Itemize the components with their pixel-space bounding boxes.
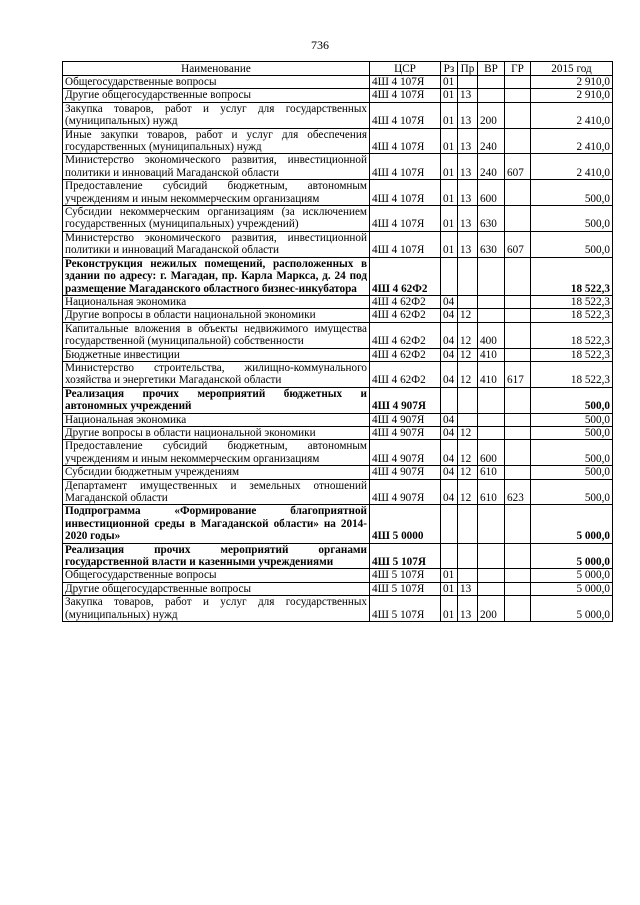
cell-csr: 4Ш 4 107Я [370, 76, 441, 89]
header-csr: ЦСР [370, 62, 441, 76]
cell-amount: 500,0 [531, 466, 613, 479]
table-row [63, 128, 613, 154]
cell-csr: 4Ш 5 107Я [370, 543, 441, 569]
cell-rz: 01 [441, 569, 458, 582]
cell-gr [505, 257, 531, 295]
cell-pr [458, 569, 478, 582]
cell-vr: 600 [478, 440, 505, 466]
cell-pr [458, 413, 478, 426]
table-row [63, 466, 613, 479]
cell-name: Общегосударственные вопросы [63, 569, 370, 582]
table-body [63, 76, 613, 622]
header-vr: ВР [478, 62, 505, 76]
cell-gr [505, 426, 531, 439]
cell-pr: 12 [458, 440, 478, 466]
table-row [63, 295, 613, 308]
cell-rz: 01 [441, 231, 458, 257]
cell-name: Другие вопросы в области национальной экономики [63, 309, 370, 322]
cell-pr [458, 387, 478, 413]
cell-vr [478, 569, 505, 582]
cell-gr [505, 76, 531, 89]
cell-pr: 13 [458, 89, 478, 102]
table-row [63, 206, 613, 232]
table-row [63, 154, 613, 180]
cell-amount: 18 522,3 [531, 295, 613, 308]
cell-name: Министерство экономического развития, инвестиционной политики и инноваций Магаданской области [63, 231, 370, 257]
cell-gr [505, 309, 531, 322]
cell-gr [505, 387, 531, 413]
cell-csr: 4Ш 4 107Я [370, 154, 441, 180]
table-row [63, 102, 613, 128]
cell-amount: 500,0 [531, 440, 613, 466]
cell-pr: 13 [458, 231, 478, 257]
cell-amount: 2 410,0 [531, 128, 613, 154]
cell-amount: 18 522,3 [531, 361, 613, 387]
cell-pr [458, 76, 478, 89]
table-row [63, 89, 613, 102]
cell-rz: 04 [441, 295, 458, 308]
cell-rz [441, 257, 458, 295]
cell-csr: 4Ш 4 107Я [370, 206, 441, 232]
table-row [63, 505, 613, 543]
cell-name: Реализация прочих мероприятий органами государственной власти и казенными учреждениями [63, 543, 370, 569]
cell-amount: 2 410,0 [531, 102, 613, 128]
cell-rz: 04 [441, 309, 458, 322]
table-row [63, 231, 613, 257]
cell-gr: 623 [505, 479, 531, 505]
cell-amount: 500,0 [531, 387, 613, 413]
cell-csr: 4Ш 4 907Я [370, 413, 441, 426]
cell-vr [478, 505, 505, 543]
cell-name: Предоставление субсидий бюджетным, автономным учреждениям и иным некоммерческим организациям [63, 180, 370, 206]
cell-csr: 4Ш 4 62Ф2 [370, 361, 441, 387]
header-name: Наименование [63, 62, 370, 76]
cell-csr: 4Ш 4 62Ф2 [370, 348, 441, 361]
cell-rz: 01 [441, 154, 458, 180]
cell-csr: 4Ш 5 107Я [370, 582, 441, 595]
header-pr: Пр [458, 62, 478, 76]
cell-amount: 18 522,3 [531, 322, 613, 348]
cell-csr: 4Ш 4 62Ф2 [370, 257, 441, 295]
cell-name: Бюджетные инвестиции [63, 348, 370, 361]
cell-vr: 400 [478, 322, 505, 348]
cell-csr: 4Ш 4 907Я [370, 479, 441, 505]
cell-pr: 13 [458, 102, 478, 128]
cell-amount: 500,0 [531, 426, 613, 439]
cell-name: Другие общегосударственные вопросы [63, 582, 370, 595]
cell-csr: 4Ш 4 907Я [370, 387, 441, 413]
cell-rz [441, 505, 458, 543]
table-row [63, 348, 613, 361]
cell-rz: 04 [441, 413, 458, 426]
cell-csr: 4Ш 4 62Ф2 [370, 295, 441, 308]
cell-rz: 04 [441, 466, 458, 479]
cell-gr [505, 102, 531, 128]
cell-rz: 01 [441, 89, 458, 102]
cell-rz [441, 387, 458, 413]
table-row [63, 479, 613, 505]
cell-vr: 410 [478, 361, 505, 387]
cell-name: Закупка товаров, работ и услуг для государственных (муниципальных) нужд [63, 596, 370, 622]
cell-gr: 617 [505, 361, 531, 387]
cell-vr: 200 [478, 596, 505, 622]
cell-gr [505, 543, 531, 569]
cell-gr [505, 322, 531, 348]
table-row [63, 426, 613, 439]
cell-gr [505, 180, 531, 206]
cell-name: Общегосударственные вопросы [63, 76, 370, 89]
cell-vr: 610 [478, 466, 505, 479]
cell-amount: 2 910,0 [531, 76, 613, 89]
cell-rz: 01 [441, 128, 458, 154]
cell-pr [458, 295, 478, 308]
cell-rz: 04 [441, 426, 458, 439]
cell-csr: 4Ш 5 107Я [370, 596, 441, 622]
cell-vr: 630 [478, 231, 505, 257]
cell-gr [505, 440, 531, 466]
cell-csr: 4Ш 4 907Я [370, 426, 441, 439]
cell-amount: 500,0 [531, 231, 613, 257]
budget-table [62, 61, 613, 622]
header-gr: ГР [505, 62, 531, 76]
table-row [63, 309, 613, 322]
cell-gr [505, 582, 531, 595]
cell-gr [505, 505, 531, 543]
page-number: 736 [311, 38, 329, 52]
cell-amount: 2 410,0 [531, 154, 613, 180]
cell-name: Закупка товаров, работ и услуг для государственных (муниципальных) нужд [63, 102, 370, 128]
cell-vr: 240 [478, 128, 505, 154]
table-row [63, 76, 613, 89]
cell-vr [478, 257, 505, 295]
cell-rz: 01 [441, 102, 458, 128]
cell-pr: 13 [458, 154, 478, 180]
cell-csr: 4Ш 4 907Я [370, 466, 441, 479]
cell-vr [478, 89, 505, 102]
cell-gr [505, 596, 531, 622]
cell-rz: 04 [441, 440, 458, 466]
cell-gr [505, 348, 531, 361]
cell-amount: 2 910,0 [531, 89, 613, 102]
cell-pr: 13 [458, 596, 478, 622]
table-row [63, 257, 613, 295]
cell-vr: 410 [478, 348, 505, 361]
table-row [63, 413, 613, 426]
cell-name: Департамент имущественных и земельных отношений Магаданской области [63, 479, 370, 505]
cell-vr [478, 426, 505, 439]
cell-vr [478, 387, 505, 413]
cell-name: Национальная экономика [63, 295, 370, 308]
cell-gr [505, 466, 531, 479]
cell-name: Иные закупки товаров, работ и услуг для обеспечения государственных (муниципальных) нужд [63, 128, 370, 154]
table-row [63, 582, 613, 595]
cell-name: Реконструкция нежилых помещений, расположенных в здании по адресу: г. Магадан, пр. Карла Маркса, д. 24 под размещение Магаданского областного бизнес-инкубатора [63, 257, 370, 295]
cell-gr [505, 206, 531, 232]
cell-name: Министерство экономического развития, инвестиционной политики и инноваций Магаданской области [63, 154, 370, 180]
cell-vr [478, 543, 505, 569]
cell-pr [458, 257, 478, 295]
cell-pr: 12 [458, 309, 478, 322]
cell-vr: 610 [478, 479, 505, 505]
cell-csr: 4Ш 4 107Я [370, 89, 441, 102]
cell-vr [478, 413, 505, 426]
cell-name: Подпрограмма «Формирование благоприятной инвестиционной среды в Магаданской области» на 2014-2020 годы» [63, 505, 370, 543]
cell-pr [458, 505, 478, 543]
cell-vr [478, 76, 505, 89]
table-row [63, 596, 613, 622]
cell-name: Другие общегосударственные вопросы [63, 89, 370, 102]
cell-name: Министерство строительства, жилищно-коммунального хозяйства и энергетики Магаданской области [63, 361, 370, 387]
cell-rz: 04 [441, 322, 458, 348]
cell-rz: 04 [441, 479, 458, 505]
cell-csr: 4Ш 4 107Я [370, 102, 441, 128]
cell-gr: 607 [505, 231, 531, 257]
cell-name: Субсидии некоммерческим организациям (за исключением государственных (муниципальных) учреждений) [63, 206, 370, 232]
cell-amount: 5 000,0 [531, 582, 613, 595]
cell-amount: 5 000,0 [531, 505, 613, 543]
cell-gr: 607 [505, 154, 531, 180]
table-row [63, 361, 613, 387]
table-header-row [63, 62, 613, 76]
cell-rz: 04 [441, 348, 458, 361]
cell-amount: 18 522,3 [531, 348, 613, 361]
cell-csr: 4Ш 4 907Я [370, 440, 441, 466]
cell-rz: 01 [441, 206, 458, 232]
cell-gr [505, 413, 531, 426]
cell-amount: 18 522,3 [531, 309, 613, 322]
cell-pr: 12 [458, 322, 478, 348]
cell-csr: 4Ш 5 0000 [370, 505, 441, 543]
cell-name: Субсидии бюджетным учреждениям [63, 466, 370, 479]
cell-gr [505, 295, 531, 308]
cell-pr [458, 543, 478, 569]
cell-amount: 500,0 [531, 206, 613, 232]
cell-name: Другие вопросы в области национальной экономики [63, 426, 370, 439]
cell-amount: 500,0 [531, 479, 613, 505]
cell-vr: 630 [478, 206, 505, 232]
cell-gr [505, 128, 531, 154]
cell-pr: 13 [458, 128, 478, 154]
cell-amount: 5 000,0 [531, 543, 613, 569]
cell-gr [505, 569, 531, 582]
cell-amount: 5 000,0 [531, 596, 613, 622]
table-row [63, 569, 613, 582]
cell-rz: 01 [441, 582, 458, 595]
cell-csr: 4Ш 4 107Я [370, 128, 441, 154]
table-row [63, 440, 613, 466]
cell-csr: 4Ш 4 107Я [370, 231, 441, 257]
cell-rz: 01 [441, 76, 458, 89]
header-year: 2015 год [531, 62, 613, 76]
cell-pr: 12 [458, 348, 478, 361]
cell-amount: 500,0 [531, 180, 613, 206]
cell-pr: 12 [458, 466, 478, 479]
cell-name: Реализация прочих мероприятий бюджетных и автономных учреждений [63, 387, 370, 413]
table-row [63, 180, 613, 206]
cell-gr [505, 89, 531, 102]
cell-rz: 01 [441, 596, 458, 622]
cell-vr [478, 582, 505, 595]
cell-amount: 500,0 [531, 413, 613, 426]
cell-rz: 04 [441, 361, 458, 387]
cell-pr: 12 [458, 479, 478, 505]
cell-amount: 18 522,3 [531, 257, 613, 295]
table-row [63, 322, 613, 348]
header-rz: Рз [441, 62, 458, 76]
cell-csr: 4Ш 4 62Ф2 [370, 309, 441, 322]
cell-amount: 5 000,0 [531, 569, 613, 582]
cell-vr: 200 [478, 102, 505, 128]
table-row [63, 387, 613, 413]
cell-csr: 4Ш 4 62Ф2 [370, 322, 441, 348]
cell-csr: 4Ш 4 107Я [370, 180, 441, 206]
table-row [63, 543, 613, 569]
cell-rz: 01 [441, 180, 458, 206]
cell-name: Национальная экономика [63, 413, 370, 426]
cell-vr: 600 [478, 180, 505, 206]
cell-pr: 12 [458, 426, 478, 439]
cell-vr [478, 309, 505, 322]
cell-pr: 13 [458, 206, 478, 232]
cell-vr [478, 295, 505, 308]
cell-pr: 12 [458, 361, 478, 387]
cell-name: Предоставление субсидий бюджетным, автономным учреждениям и иным некоммерческим организациям [63, 440, 370, 466]
cell-pr: 13 [458, 582, 478, 595]
cell-csr: 4Ш 5 107Я [370, 569, 441, 582]
cell-name: Капитальные вложения в объекты недвижимого имущества государственной (муниципальной) собственности [63, 322, 370, 348]
cell-pr: 13 [458, 180, 478, 206]
cell-rz [441, 543, 458, 569]
cell-vr: 240 [478, 154, 505, 180]
